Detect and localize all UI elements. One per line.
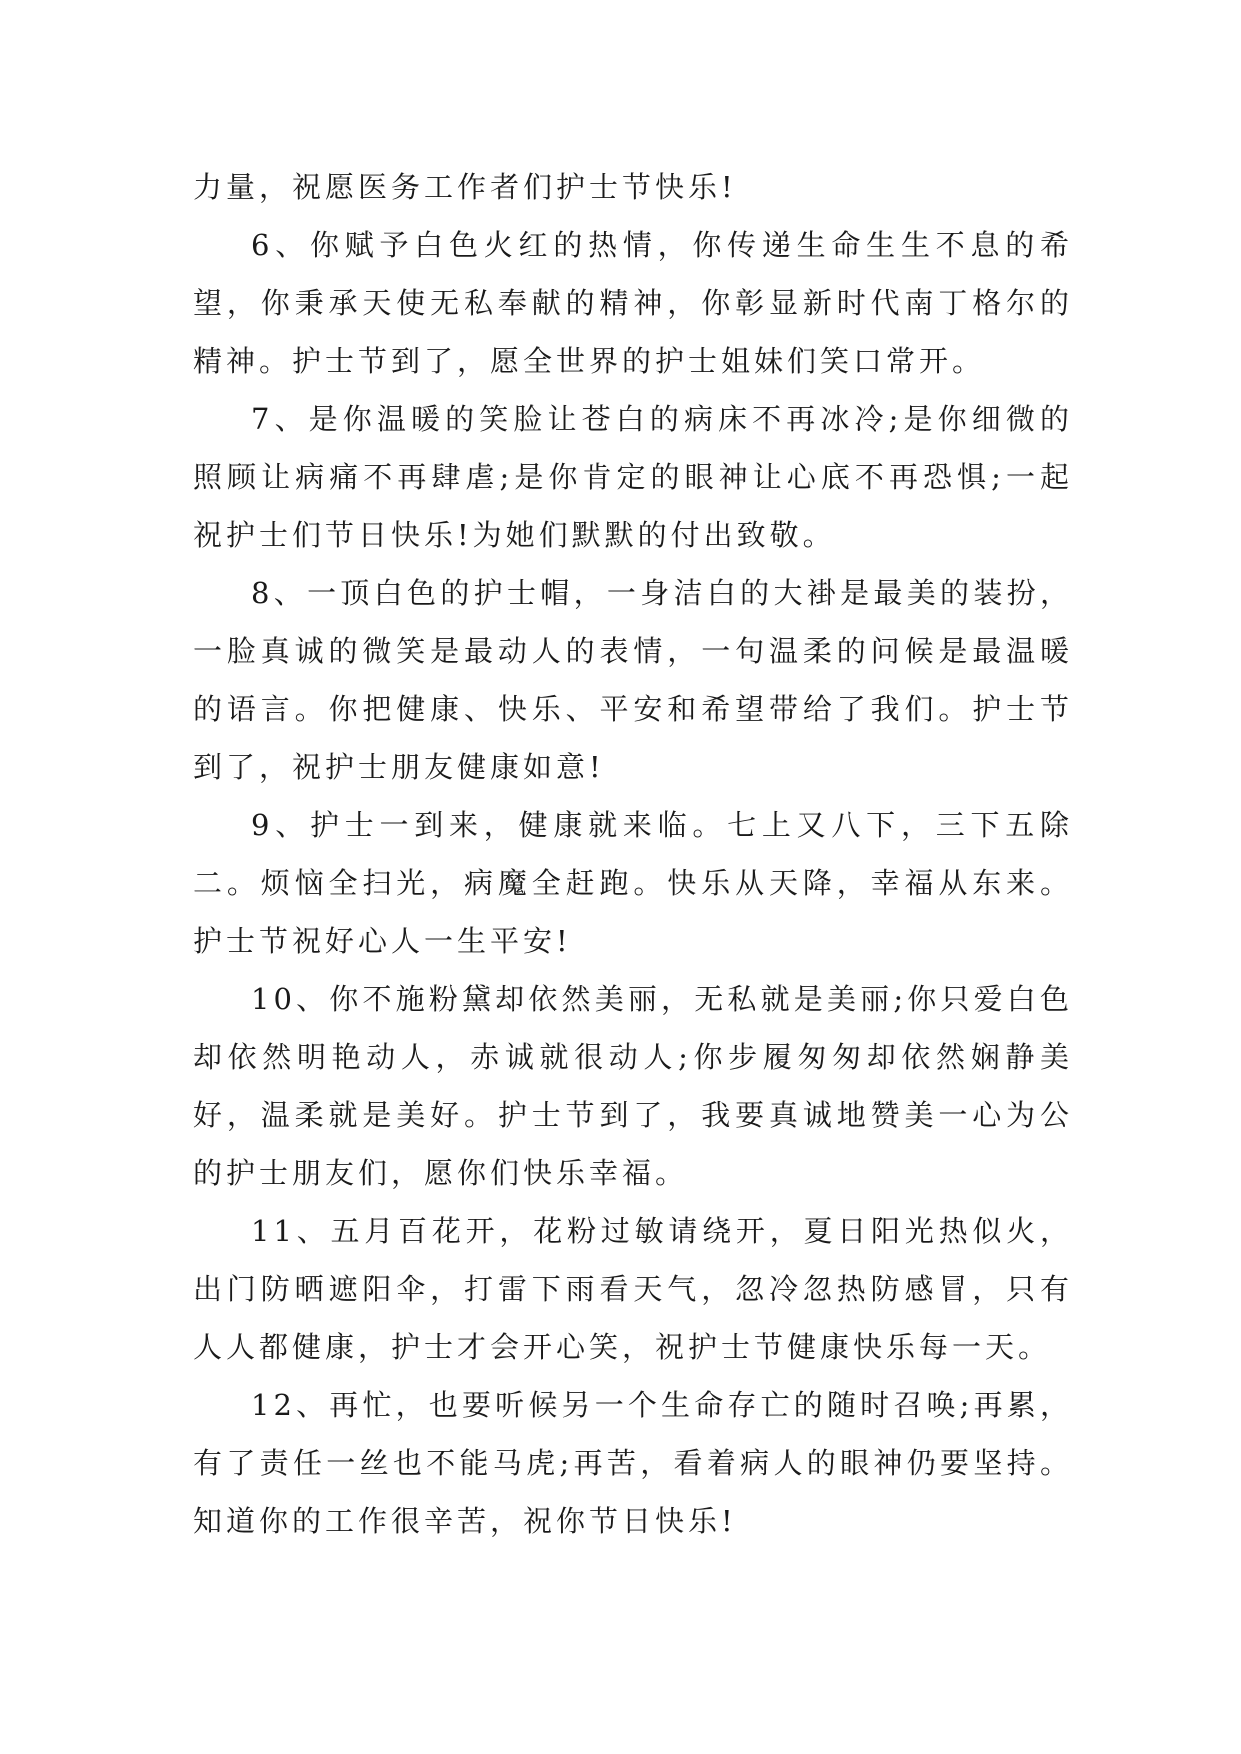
paragraph-item-10: 10、你不施粉黛却依然美丽，无私就是美丽;你只爱白色却依然明艳动人，赤诚就很动人;你步履匆匆却依然娴静美好，温柔就是美好。护士节到了，我要真诚地赞美一心为公的护士朋友们，愿你们快乐幸福。 (193, 982, 1073, 1190)
paragraph-item-7: 7、是你温暖的笑脸让苍白的病床不再冰冷;是你细微的照顾让病痛不再肆虐;是你肯定的眼神让心底不再恐惧;一起祝护士们节日快乐!为她们默默的付出致敬。 (193, 402, 1073, 552)
paragraph-item-8: 8、一顶白色的护士帽，一身洁白的大褂是最美的装扮，一脸真诚的微笑是最动人的表情，一句温柔的问候是最温暖的语言。你把健康、快乐、平安和希望带给了我们。护士节到了，祝护士朋友健康如意! (193, 576, 1073, 784)
paragraph-item-12: 12、再忙，也要听候另一个生命存亡的随时召唤;再累，有了责任一丝也不能马虎;再苦，看着病人的眼神仍要坚持。知道你的工作很辛苦，祝你节日快乐! (193, 1388, 1073, 1538)
paragraph-item-11: 11、五月百花开，花粉过敏请绕开，夏日阳光热似火，出门防晒遮阳伞，打雷下雨看天气，忽冷忽热防感冒，只有人人都健康，护士才会开心笑，祝护士节健康快乐每一天。 (193, 1214, 1073, 1364)
document-body (193, 158, 1073, 1550)
paragraph-item-6: 6、你赋予白色火红的热情，你传递生命生生不息的希望，你秉承天使无私奉献的精神，你彰显新时代南丁格尔的精神。护士节到了，愿全世界的护士姐妹们笑口常开。 (193, 228, 1073, 378)
paragraph-item-9: 9、护士一到来，健康就来临。七上又八下，三下五除二。烦恼全扫光，病魔全赶跑。快乐从天降，幸福从东来。护士节祝好心人一生平安! (193, 808, 1073, 958)
paragraph-continuation: 力量，祝愿医务工作者们护士节快乐! (193, 170, 737, 204)
